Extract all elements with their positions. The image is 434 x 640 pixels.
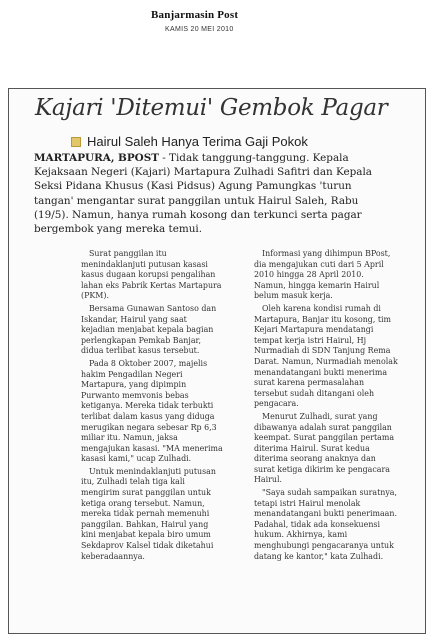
lead-text: - Tidak tanggung-tanggung. Kepala Kejaksaan Negeri (Kajari) Martapura Zulhadi Safitri dan Kepala Seksi Pidana Khusus (Kasi Pidsus) Agung Pamungkas 'turun tangan' mengantar surat panggilan untuk Hairul Saleh, Rabu (19/5). Namun, hanya rumah kosong dan terkunci serta pagar bergembok yang mereka temui. — [34, 152, 372, 236]
paragraph: Oleh karena kondisi rumah di Martapura, Banjar itu kosong, tim Kejari Martapura mendatangi tempat kerja istri Hairul, Hj Nurmadiah di SDN Tanjung Rema Darat. Namun, Nurmadiah menolak menandatangani bukti menerima surat karena permasalahan tersebut sudah ditangani oleh pengacara. — [254, 303, 398, 409]
paragraph: Bersama Gunawan Santoso dan Iskandar, Hairul yang saat kejadian menjabat kepala bagian perlengkapan Pemkab Banjar, didua terlibat kasus tersebut. — [81, 303, 217, 356]
masthead — [0, 0, 434, 62]
paragraph: Untuk menindaklanjuti putusan itu, Zulhadi telah tiga kali mengirim surat panggilan untuk ketiga orang tersebut. Namun, mereka tidak pernah memenuhi panggilan. Bahkan, Hairul yang kini menjabat kepala biro umum Sekdaprov Kalsel tidak diketahui keberadaannya. — [81, 466, 216, 561]
paragraph: Informasi yang dihimpun BPost, dia mengajukan cuti dari 5 April 2010 hingga 28 April 2010. Namun, hingga kemarin Hairul belum masuk kerja. — [254, 249, 391, 301]
paragraph: Pada 8 Oktober 2007, majelis hakim Pengadilan Negeri Martapura, yang dipimpin Purwanto memvonis bebas ketiganya. Mereka tidak terbukti terlibat dalam kasus yang diduga merugikan negara sebesar Rp 6,3 miliar itu. Namun, jaksa mengajukan kasasi. "MA menerima kasasi kami," ucap Zulhadi. — [81, 358, 223, 464]
dateline: MARTAPURA, BPOST — [34, 152, 159, 164]
body-column-right — [254, 249, 398, 564]
article-headline: Kajari 'Ditemui' Gembok Pagar — [35, 95, 388, 121]
publication-name: Banjarmasin Post — [151, 9, 239, 21]
publication-date: KAMIS 20 MEI 2010 — [165, 26, 234, 33]
article-clipping — [8, 88, 426, 634]
article-lead — [34, 151, 394, 236]
paragraph: Menurut Zulhadi, surat yang dibawanya adalah surat panggilan keempat. Surat panggilan pertama diterima Hairul. Surat kedua diterima seorang anaknya dan surat ketiga dikirim ke pengacara Hairul. — [254, 411, 395, 485]
body-column-left — [81, 249, 223, 564]
paragraph: Surat panggilan itu menindaklanjuti putusan kasasi kasus dugaan korupsi pengalihan lahan eks Pabrik Kertas Martapura (PKM). — [81, 249, 222, 301]
paragraph: "Saya sudah sampaikan suratnya, tetapi istri Hairul menolak menandatangani bukti penerimaan. Padahal, tidak ada konsekuensi hukum. Akhirnya, kami menghubungi pengacaranya untuk datang ke kantor," kata Zulhadi. — [254, 488, 398, 561]
square-bullet-icon — [71, 137, 81, 147]
article-deck: Hairul Saleh Hanya Terima Gaji Pokok — [87, 134, 308, 149]
